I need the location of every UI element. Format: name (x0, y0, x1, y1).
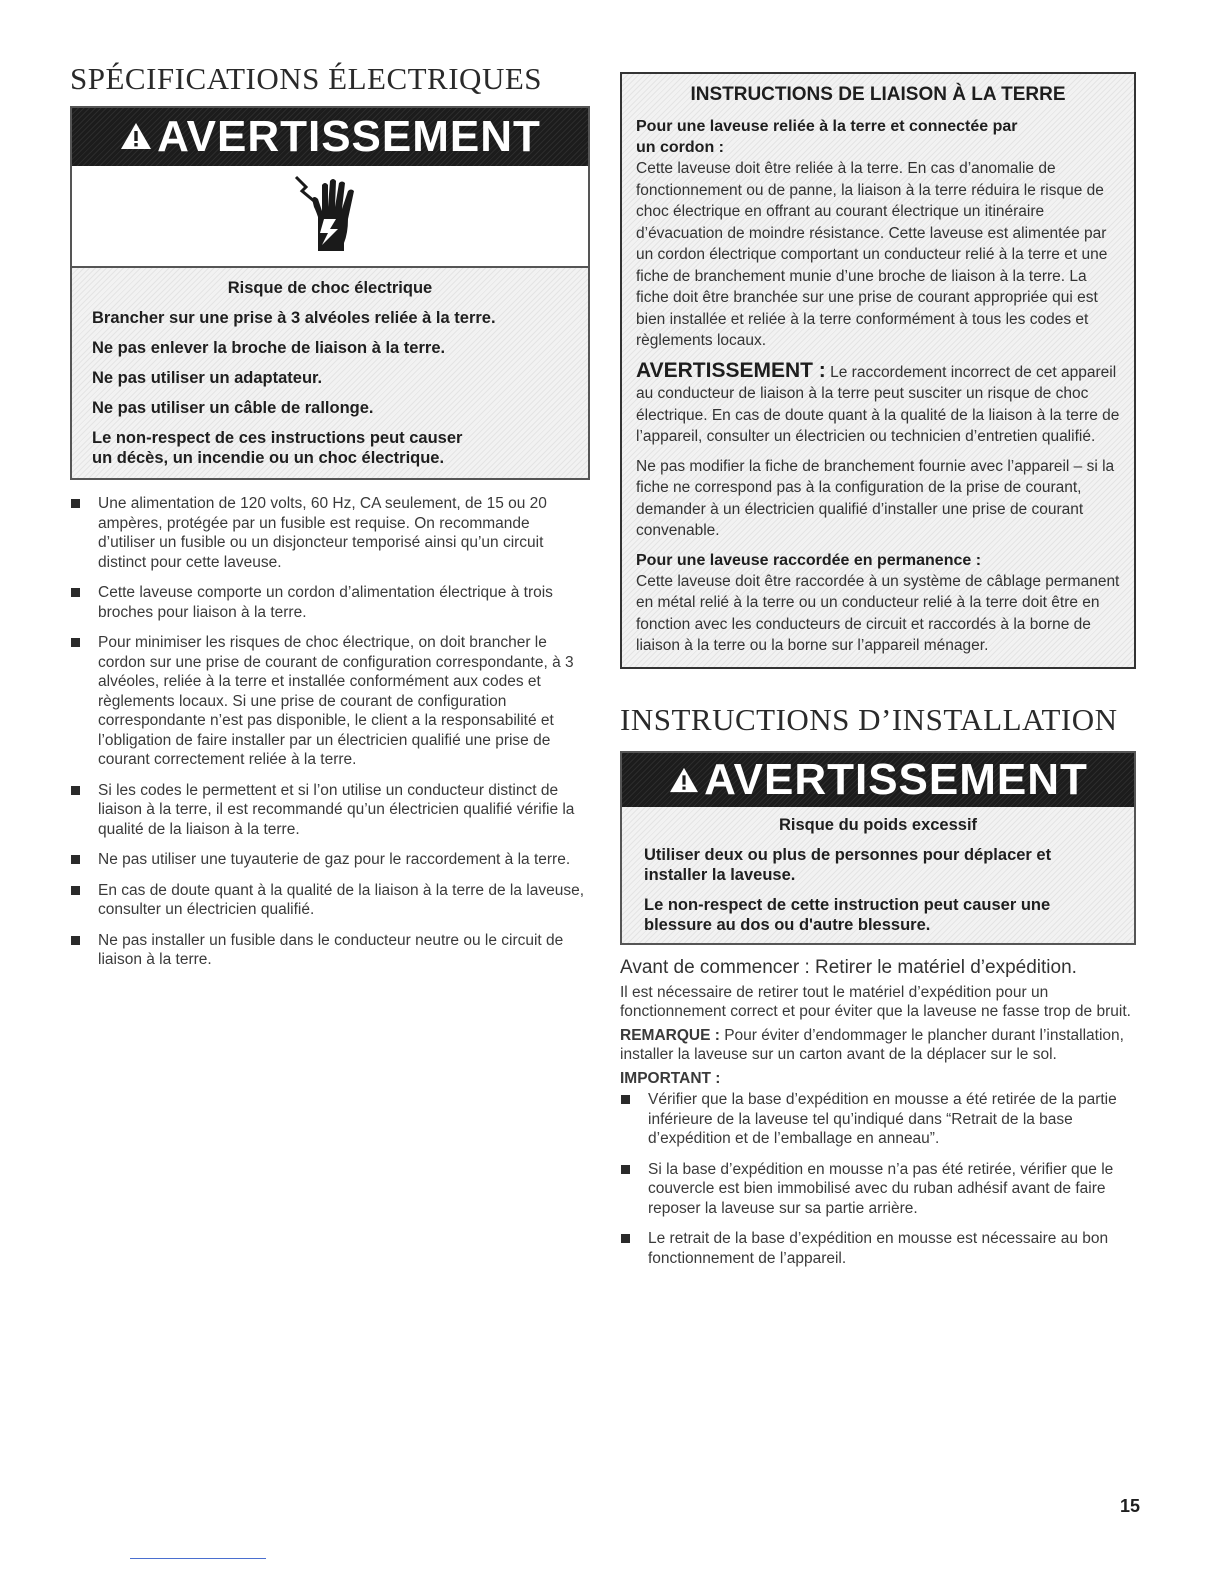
warning-banner-label: AVERTISSEMENT (157, 112, 541, 161)
permanent-subtitle: Pour une laveuse raccordée en permanence : (636, 551, 982, 569)
list-item: Le retrait de la base d’expédition en mousse est nécessaire au bon fonctionnement de l’appareil. (620, 1229, 1136, 1268)
important-label: IMPORTANT : (620, 1069, 721, 1087)
remarque (620, 1026, 1136, 1065)
warning-triangle-icon (668, 755, 700, 805)
permanent-text: Cette laveuse doit être raccordée à un système de câblage permanent en métal relié à la terre ou un conducteur relié à la terre doit être en fonction avec les conducteurs de circuit et raccordés à la borne de liaison à la terre ou la borne sur l’appareil ménager. (636, 572, 1120, 654)
installation-warning-box (620, 751, 1136, 945)
warning-line: Ne pas enlever la broche de liaison à la terre. (92, 339, 446, 357)
electrical-warning-box (70, 106, 590, 480)
list-item: Ne pas utiliser une tuyauterie de gaz pour le raccordement à la terre. (70, 850, 590, 870)
electrical-bullet-list (70, 494, 590, 970)
list-item: Si la base d’expédition en mousse n’a pas été retirée, vérifier que le couvercle est bien immobilisé avec du ruban adhésif avant de faire reposer la laveuse sur sa partie arrière. (620, 1160, 1136, 1219)
consequence-line-2: un décès, un incendie ou un choc électrique. (92, 449, 445, 467)
risk-title: Risque du poids excessif (778, 815, 978, 834)
before-start-title: Avant de commencer : Retirer le matériel d’expédition. (620, 956, 1077, 978)
warning-line: Ne pas utiliser un adaptateur. (92, 369, 323, 387)
consequence-line-1: Le non-respect de ces instructions peut causer (92, 429, 463, 447)
grounding-instructions-box (620, 72, 1136, 669)
grounding-warning-text: Le raccordement incorrect de cet appareil au conducteur de liaison à la terre peut susciter un risque de choc électrique. En cas de doute quant à la qualité de la liaison à la terre de l’appareil, consulter un électricien ou technicien d’entretien qualifié. (636, 363, 1120, 445)
important-bullet-list (620, 1090, 1136, 1268)
right-column (620, 72, 1136, 1279)
footer-link-line (130, 1558, 266, 1559)
list-item: Ne pas installer un fusible dans le conducteur neutre ou le circuit de liaison à la terre. (70, 931, 590, 970)
remarque-text: Pour éviter d’endommager le plancher durant l’installation, installer la laveuse sur un carton avant de la déplacer sur le sol. (620, 1026, 1124, 1063)
warning-line: Le non-respect de cette instruction peut causer une blessure au dos ou d'autre blessure. (644, 895, 1051, 934)
icon-area (72, 166, 588, 268)
warning-text-area (72, 268, 588, 478)
cord-subtitle (636, 116, 1120, 158)
list-item: Pour minimiser les risques de choc électrique, on doit brancher le cordon sur une prise de courant de configuration correspondante, à 3 alvéoles, reliée à la terre et installée conformément aux codes et règlements locaux. Si une prise de courant de configuration correspondante n’est pas disponible, le client a la responsabilité et l’obligation de faire installer par un électricien qualifié une prise de courant correctement reliée à la terre. (70, 633, 590, 770)
installation-warning-text (622, 807, 1134, 943)
grounding-title: INSTRUCTIONS DE LIAISON À LA TERRE (690, 84, 1066, 105)
cord-text: Cette laveuse doit être reliée à la terre. En cas d’anomalie de fonctionnement ou de panne, la liaison à la terre réduira le risque de choc électrique en offrant au courant électrique un itinéraire d’évacuation de moindre résistance. Cette laveuse est alimentée par un cordon électrique comportant un conducteur relié à la terre et une fiche de branchement munie d’une broche de liaison à la terre. La fiche doit être branchée sur une prise de courant appropriée qui est bien installée et reliée à la terre conformément à tous les codes et règlements locaux. (636, 160, 1108, 349)
cord-subtitle-line-1: Pour une laveuse reliée à la terre et connectée par (636, 118, 1018, 135)
list-item: Vérifier que la base d’expédition en mousse a été retirée de la partie inférieure de la laveuse tel qu’indiqué dans “Retrait de la base d’expédition et de l’emballage en anneau”. (620, 1090, 1136, 1149)
remarque-label: REMARQUE : (620, 1026, 720, 1044)
page-number: 15 (1119, 1496, 1140, 1516)
warning-word: AVERTISSEMENT : (636, 358, 826, 382)
list-item: En cas de doute quant à la qualité de la liaison à la terre de la laveuse, consulter un électricien qualifié. (70, 881, 590, 920)
left-column (70, 62, 590, 981)
section-title-installation: INSTRUCTIONS D’INSTALLATION (620, 701, 1118, 737)
list-item: Cette laveuse comporte un cordon d’alimentation électrique à trois broches pour liaison à la terre. (70, 583, 590, 622)
warning-banner (622, 753, 1134, 807)
cord-subtitle-line-2: un cordon : (636, 139, 724, 156)
before-start-text: Il est nécessaire de retirer tout le matériel d’expédition pour un fonctionnement correct et pour éviter que la laveuse ne fasse trop de bruit. (620, 983, 1131, 1020)
list-item: Si les codes le permettent et si l’on utilise un conducteur distinct de liaison à la terre, il est recommandé qu’un électricien qualifié vérifie la qualité de la liaison à la terre. (70, 781, 590, 840)
plug-text: Ne pas modifier la fiche de branchement fournie avec l’appareil – si la fiche ne correspond pas à la configuration de la prise de courant, demander à un électricien qualifié d’installer une prise de courant convenable. (636, 457, 1115, 539)
warning-banner-label: AVERTISSEMENT (704, 754, 1088, 804)
section-title-electrical: SPÉCIFICATIONS ÉLECTRIQUES (70, 61, 543, 96)
warning-consequence (92, 428, 568, 468)
warning-banner (72, 108, 588, 166)
warning-line: Utiliser deux ou plus de personnes pour déplacer et installer la laveuse. (644, 845, 1052, 884)
warning-line: Ne pas utiliser un câble de rallonge. (92, 399, 374, 417)
list-item: Une alimentation de 120 volts, 60 Hz, CA seulement, de 15 ou 20 ampères, protégée par un fusible est requise. On recommande d’utiliser un fusible ou un disjoncteur temporisé ainsi qu’un circuit distinct pour cette laveuse. (70, 494, 590, 572)
electric-shock-hand-icon (292, 171, 368, 262)
risk-title: Risque de choc électrique (227, 279, 433, 297)
grounding-warning (636, 360, 1120, 448)
warning-triangle-icon (119, 112, 153, 162)
warning-line: Brancher sur une prise à 3 alvéoles reliée à la terre. (92, 309, 496, 327)
